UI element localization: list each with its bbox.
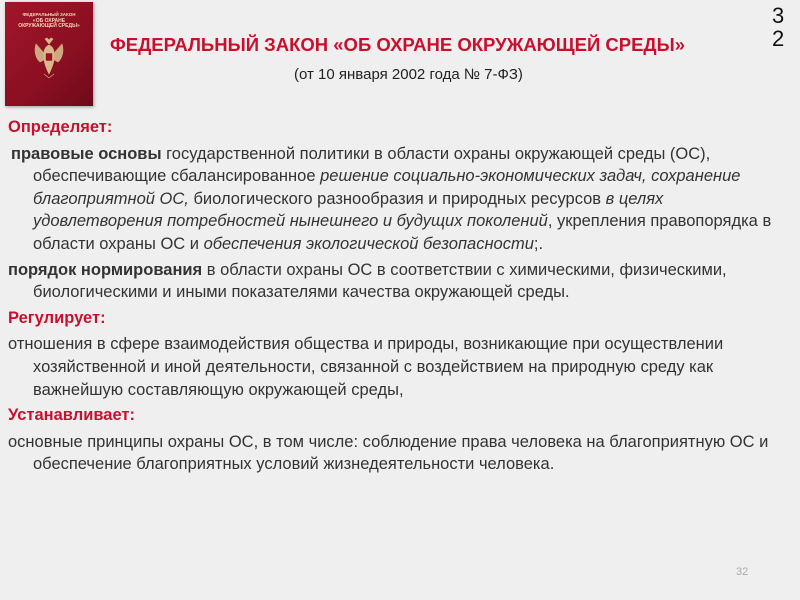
term-standardization: порядок нормирования [8,260,203,279]
cover-line-3: ОКРУЖАЮЩЕЙ СРЕДЫ» [18,23,80,29]
paragraph-standardization [8,259,778,304]
paragraph-regulates: отношения в сфере взаимодействия общества и природы, возникающие при осуществлении хозяйственной и иной деятельности, связанной с воздействием на природную среду как важнейшую составляющую окружающей среды, [8,335,724,399]
text-segment: в области охраны ОС в соответствии с химическими, физическими, биологическими и иными показателями качества окружающей среды. [33,260,727,302]
text-segment: ;. [533,234,544,253]
term-legal-basis: правовые основы [11,144,162,163]
paragraph-establishes: основные принципы охраны ОС, в том числе: соблюдение права человека на благоприятную ОС и обеспечение благоприятных условий жизнедеятельности человека. [8,432,769,474]
law-book-cover [5,2,93,106]
slide-title: ФЕДЕРАЛЬНЫЙ ЗАКОН «ОБ ОХРАНЕ ОКРУЖАЮЩЕЙ СРЕДЫ» [110,34,686,55]
heading-regulates: Регулирует: [8,308,106,327]
slide-content [8,116,778,479]
text-segment: государственной политики в области охраны окружающей среды (ОС), обеспечивающие сбалансированное [33,144,711,186]
heading-defines: Определяет: [8,118,113,136]
slide-subtitle: (от 10 января 2002 года № 7-ФЗ) [294,66,523,83]
slide-number-bottom: 32 [736,566,749,578]
text-segment: , укрепления правопорядка в области охраны ОС и [33,212,772,253]
coat-of-arms-icon [30,36,68,80]
italic-segment: решение социально-экономических задач, сохранение благоприятной ОС, [33,167,741,208]
italic-segment: в целях удовлетворения потребностей нынешнего и будущих поколений [33,189,664,231]
slide-number-top: 32 [772,3,785,51]
cover-line-1: ФЕДЕРАЛЬНЫЙ ЗАКОН [22,12,76,17]
heading-establishes: Устанавливает: [8,406,135,425]
paragraph-legal-basis [8,143,778,256]
cover-line-2: «ОБ ОХРАНЕ [32,18,66,24]
text-segment: биологического разнообразия и природных ресурсов [188,189,606,208]
italic-segment: обеспечения экологической безопасности [203,234,534,253]
